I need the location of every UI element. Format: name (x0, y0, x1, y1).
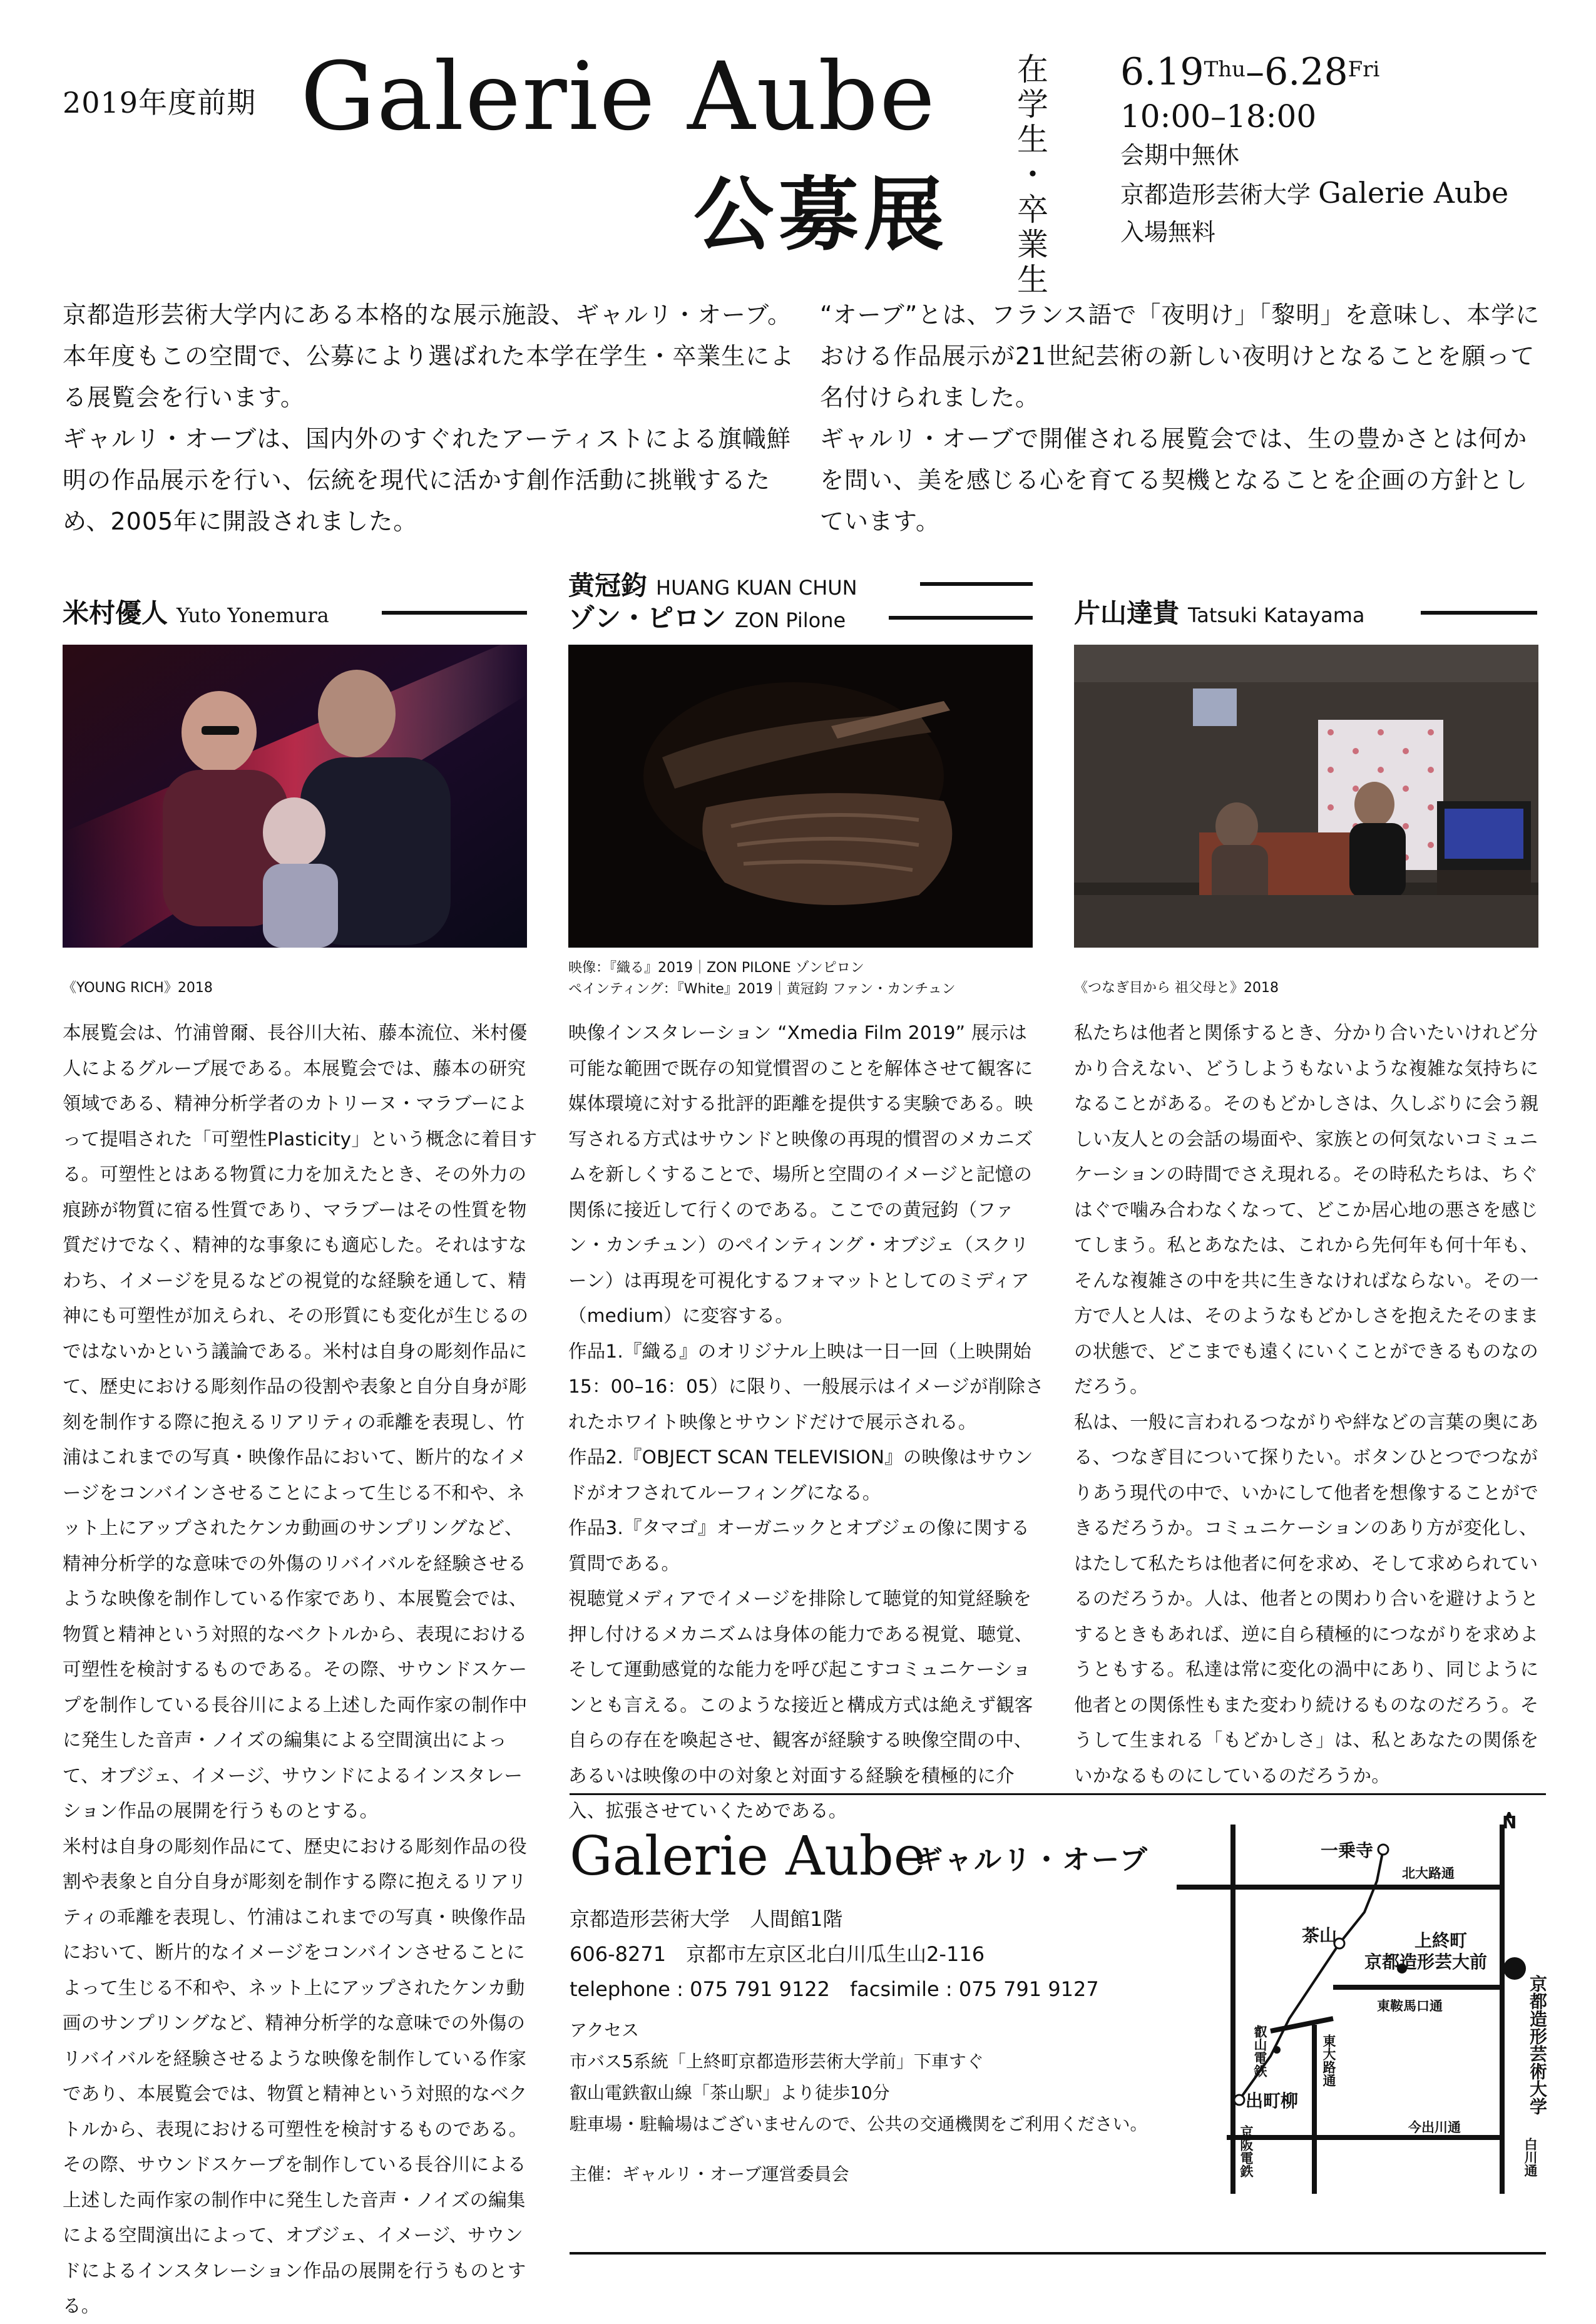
access-map (1177, 1812, 1552, 2200)
date-start: 6.19 (1120, 50, 1204, 94)
map-university: 京都造形芸術大学 (1527, 1975, 1548, 2115)
artist-2-photo (568, 645, 1033, 948)
admission: 入場無料 (1120, 218, 1216, 246)
map-road-higashi-kurama: 東鞍馬口通 (1377, 1999, 1443, 2014)
intro-paragraph: ギャルリ・オーブで開催される展覧会では、生の豊かさとは何かを問い、美を感じる心を育てる契機となることを企画の方針としています。 (820, 425, 1528, 535)
access-train: 叡山電鉄叡山線「茶山駅」より徒歩10分 (570, 2082, 890, 2103)
footer-bottom-divider (570, 2252, 1546, 2255)
artist-2-rule (920, 582, 1033, 586)
date-start-day: Thu (1204, 57, 1246, 82)
body-paragraph: 作品1.『織る』のオリジナル上映は一日一回（上映開始 15：00–16：05）に限り、一般展示はイメージが削除されたホワイト映像とサウンドだけで展示される。 (568, 1340, 1044, 1433)
caption-line: ペインティング：『White』2019｜黄冠鈞 ファン・カンチュン (568, 981, 956, 997)
map-road-imadegawa: 今出川通 (1408, 2120, 1461, 2135)
artist-1-name (63, 596, 329, 633)
map-road-shirakawa: 白川通 (1523, 2137, 1538, 2177)
organizer: 主催：ギャルリ・オーブ運営委員会 (570, 2164, 849, 2184)
access-bus: 市バス5系統「上終町京都造形芸術大学前」下車すぐ (570, 2051, 984, 2072)
intro-left (63, 294, 814, 542)
body-paragraph: 私たちは他者と関係するとき、分かり合いたいけれど分かり合えない、どうしようもないような複雑な気持ちになることがある。そのもどかしさは、久しぶりに会う親しい友人との会話の場面や、家族との何気ないコミュニケーションの時間でさえ現れる。その時私たちは、ちぐはぐで噛み合わなくなって、どこか居心地の悪さを感じてしまう。私とあなたは、これから先何年も何十年も、そんな複雑さの中を共に生きなければならない。その一方で人と人は、そのようなもどかしさを抱えたそのままの状態で、どこまでも遠くにいくことができるものなのだろう。 (1074, 1022, 1539, 1397)
artist-2-name-en: HUANG KUAN CHUN (656, 576, 857, 600)
artist-1-name-jp: 米村優人 (63, 598, 168, 628)
artist-2-caption (568, 958, 1033, 1000)
intro-paragraph: 京都造形芸術大学内にある本格的な展示施設、ギャルリ・オーブ。本年度もこの空間で、公募により選ばれた本学在学生・卒業生による展覧会を行います。 (63, 301, 795, 411)
gallery-name: Galerie Aube (570, 1825, 926, 1888)
access-parking: 駐車場・駐輪場はございませんので、公共の交通機関をご利用ください。 (570, 2114, 1148, 2134)
map-roads (1177, 1812, 1552, 2200)
exhibition-subtitle: 公募展 (693, 168, 949, 262)
artist-2-name2-jp: ゾン・ピロン (568, 603, 727, 633)
address-line-2: 606-8271 京都市左京区北白川瓜生山2-116 (570, 1942, 985, 1966)
artist-3-body (1074, 1015, 1550, 1793)
map-station-chayama: 茶山 (1302, 1925, 1338, 1946)
exhibition-title: Galerie Aube (300, 43, 936, 151)
year-label: 2019年度前期 (63, 86, 257, 120)
artist-3-name-jp: 片山達貴 (1074, 598, 1180, 628)
date-end: 6.28 (1264, 50, 1348, 94)
map-line-keihan: 京阪電鉄 (1239, 2125, 1254, 2178)
gallery-name-jp: ギャルリ・オーブ (915, 1844, 1149, 1876)
artist-2-body (568, 1015, 1045, 1829)
date-range (1120, 49, 1508, 95)
date-dash: – (1246, 50, 1265, 94)
artist-2-rule-2 (889, 616, 1033, 620)
artist-1-rule (382, 611, 527, 615)
intro-right (820, 294, 1546, 542)
map-station-demachiyanagi: 出町柳 (1246, 2091, 1299, 2111)
eligibility-label: 在学生・卒業生 (1012, 53, 1048, 298)
intro-paragraph: ギャルリ・オーブは、国内外のすぐれたアーティストによる旗幟鮮明の作品展示を行い、伝統を現代に活かす創作活動に挑戦するため、2005年に開設されました。 (63, 425, 791, 535)
opening-hours: 10:00–18:00 (1120, 98, 1317, 135)
north-marker: N (1502, 1812, 1517, 1833)
intro-paragraph: “オーブ”とは、フランス語で「夜明け」「黎明」を意味し、本学における作品展示が21世紀芸術の新しい夜明けとなることを願って名付けられました。 (820, 301, 1540, 411)
body-paragraph: 作品2.『OBJECT SCAN TELEVISION』の映像はサウンドがオフされてルーフィングになる。 (568, 1446, 1033, 1503)
map-area-kamihatecho: 上終町 (1414, 1930, 1468, 1951)
body-paragraph: 視聴覚メディアでイメージを排除して聴覚的知覚経験を押し付けるメカニズムは身体の能力である視覚、聴覚、そして運動感覚的な能力を呼び起こすコミュニケーションとも言える。このような接近と構成方式は絶えず観客自らの存在を喚起させ、観客が経験する映像空間の中、あるいは映像の中の対象と対面する経験を積極的に介入、拡張させていくためである。 (568, 1588, 1033, 1821)
artist-3-rule (1421, 611, 1537, 615)
map-station-ichijoji: 一乗寺 (1321, 1840, 1374, 1861)
body-paragraph: 私は、一般に言われるつながりや絆などの言葉の奥にある、つなぎ目について探りたい。ボタンひとつでつながりあう現代の中で、いかにして他者を想像することができるだろうか。コミュニケーションのあり方が変化し、はたして私たちは他者に何を求め、そして求められているのだろうか。人は、他者との関わり合いを避けようとするときもあれば、逆に自ら積極的につながりを求めようともする。私達は常に変化の渦中にあり、同じように他者との関係性もまた変わり続けるものなのだろう。そうして生まれる「もどかしさ」は、私とあなたの関係をいかなるものにしているのだろうか。 (1074, 1411, 1539, 1786)
artist-3-photo (1074, 645, 1538, 948)
footer-divider (570, 1793, 1546, 1795)
artist-3-name (1074, 596, 1364, 633)
artist-2-second-name (568, 601, 846, 638)
artist-1-body (63, 1015, 538, 2324)
venue-jp: 京都造形芸術大学 (1120, 181, 1311, 208)
caption-line: 映像：『織る』2019｜ZON PILONE ゾンピロン (568, 960, 864, 976)
map-line-eizan: 叡山電鉄 (1252, 2025, 1267, 2077)
access-heading: アクセス (570, 2020, 640, 2040)
artist-1-photo (63, 645, 527, 948)
body-paragraph: 本展覧会は、竹浦曾爾、長谷川大祐、藤本流位、米村優人によるグループ展である。本展覧会では、藤本の研究領域である、精神分析学者のカトリーヌ・マラブーによって提唱された「可塑性Plasticity」という概念に着目する。可塑性とはある物質に力を加えたとき、その外力の痕跡が物質に宿る性質であり、マラブーはその性質を物質だけでなく、精神的な事象にも適応した。それはすなわち、イメージを見るなどの視覚的な経験を通して、精神にも可塑性が加えられ、その形質にも変化が生じるのではないかという議論である。米村は自身の彫刻作品にて、歴史における彫刻作品の役割や表象と自分自身が彫刻を制作する際に抱えるリアリティの乖離を表現し、竹浦はこれまでの写真・映像作品において、断片的なイメージをコンバインさせることによって生じる不和や、ネット上にアップされたケンカ動画のサンプリングなど、精神分析学的な意味での外傷のリバイバルを経験させるような映像を制作している作家であり、本展覧会では、物質と精神という対照的なベクトルから、表現における可塑性を検討するものである。その際、サウンドスケープを制作している長谷川による上述した両作家の制作中に発生した音声・ノイズの編集による空間演出によって、オブジェ、イメージ、サウンドによるインスタレーション作品の展開を行うものとする。 (63, 1022, 538, 1821)
artist-3-name-en: Tatsuki Katayama (1188, 603, 1365, 627)
body-paragraph: 米村は自身の彫刻作品にて、歴史における彫刻作品の役割や表象と自分自身が彫刻を制作する際に抱えるリアリティの乖離を表現し、竹浦はこれまでの写真・映像作品において、断片的なイメージをコンバインさせることによって生じる不和や、ネット上にアップされたケンカ動画のサンプリングなど、精神分析学的な意味での外傷のリバイバルを経験させるような映像を制作している作家であり、本展覧会では、物質と精神という対照的なベクトルから、表現における可塑性を検討するものである。その際、サウンドスケープを制作している長谷川による上述した両作家の制作中に発生した音声・ノイズの編集による空間演出によって、オブジェ、イメージ、サウンドによるインスタレーション作品の展開を行うものとする。 (63, 1835, 528, 2316)
venue-latin: Galerie Aube (1318, 176, 1509, 210)
body-paragraph: 作品3.『タマゴ』オーガニックとオブジェの像に関する質問である。 (568, 1517, 1030, 1574)
artist-2-name-jp: 黄冠鈞 (568, 570, 648, 601)
map-bus-stop: 京都造形芸大前 (1364, 1952, 1488, 1972)
map-road-higashioji: 東大路通 (1321, 2034, 1336, 2087)
phone-fax: telephone : 075 791 9122 facsimile : 075 791 9127 (570, 1977, 1099, 2001)
artist-3-caption: 《つなぎ目から 祖父母と》2018 (1074, 980, 1279, 996)
address-line-1: 京都造形芸術大学 人間館1階 (570, 1907, 843, 1931)
closed-days: 会期中無休 (1120, 141, 1240, 169)
artist-2-name2-en: ZON Pilone (735, 608, 846, 632)
body-paragraph: 映像インスタレーション “Xmedia Film 2019” 展示は可能な範囲で既存の知覚慣習のことを解体させて観客に媒体環境に対する批評的距離を提供する実験である。映写される方式はサウンドと映像の再現的慣習のメカニズムを新しくすることで、場所と空間のイメージと記憶の関係に接近して行くのである。ここでの黄冠鈞（ファン・カンチュン）のペインティング・オブジェ（スクリーン）は再現を可視化するフォマットとしてのミディア（medium）に変容する。 (568, 1022, 1033, 1326)
map-road-kitaoji: 北大路通 (1402, 1866, 1455, 1881)
date-end-day: Fri (1348, 57, 1380, 82)
artist-1-caption: 《YOUNG RICH》2018 (63, 980, 213, 996)
artist-1-name-en: Yuto Yonemura (176, 603, 329, 627)
artist-2-name (568, 568, 857, 605)
venue (1120, 174, 1508, 213)
date-info (1120, 49, 1508, 251)
